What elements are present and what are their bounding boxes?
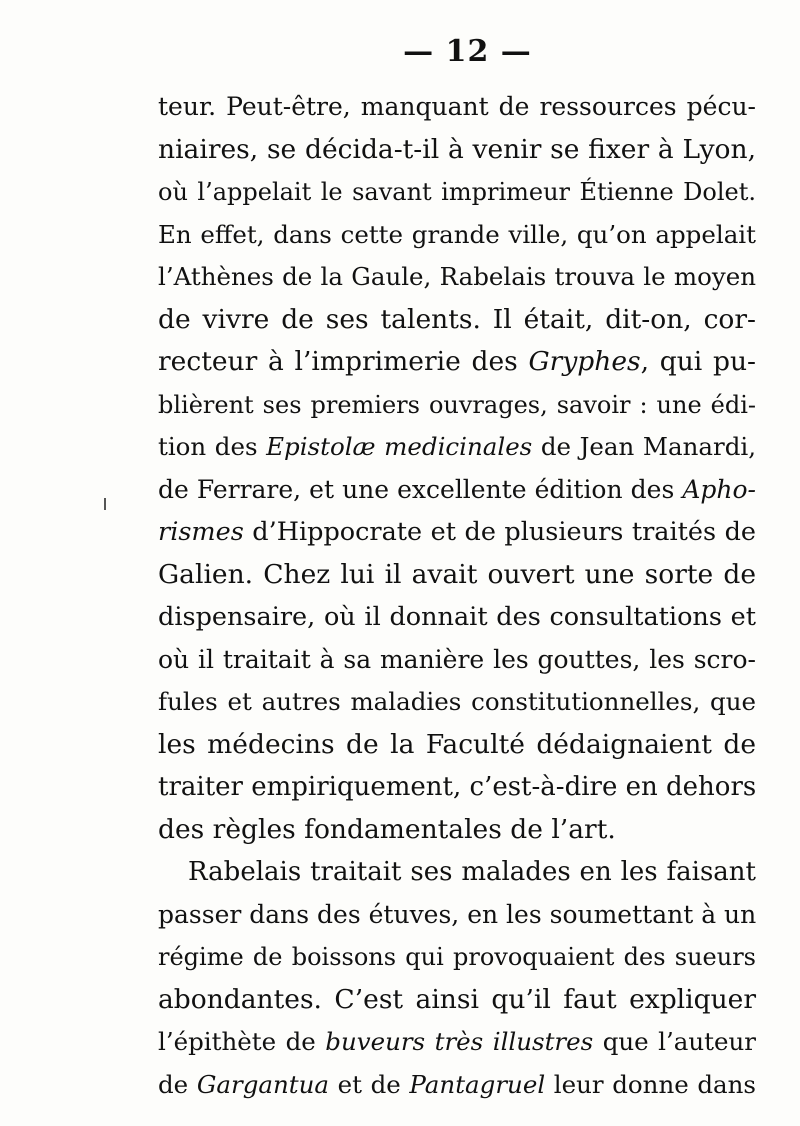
text-line: [158, 469, 756, 512]
text-segment: niaires, se décida-t-il à venir se fixer à Lyon,: [158, 133, 756, 165]
italic-text: Epistolæ medicinales: [266, 432, 533, 461]
text-segment: l’Athènes de la Gaule, Rabelais trouva le moyen: [158, 262, 756, 291]
text-segment: passer dans des étuves, en les soumettant à un: [158, 899, 757, 929]
text-segment: des règles fondamentales de l’art.: [158, 813, 616, 845]
text-line: [158, 426, 756, 469]
italic-text: Gargantua: [196, 1069, 330, 1099]
text-segment: où l’appelait le savant imprimeur Étienne Dolet.: [158, 178, 756, 206]
text-segment: d’Hippocrate et de plusieurs traités de: [243, 517, 756, 547]
body-text: [158, 86, 756, 1106]
page-number: — 12 —: [403, 34, 532, 69]
text-segment: blièrent ses premiers ouvrages, savoir : une édi-: [158, 390, 756, 419]
italic-text: Pantagruel: [409, 1069, 546, 1099]
text-line: [158, 299, 756, 342]
text-segment: Galien. Chez lui il avait ouvert une sorte de: [158, 558, 756, 590]
text-segment: teur. Peut-être, manquant de ressources pécu-: [158, 92, 756, 121]
text-line: [158, 129, 756, 172]
text-segment: tion des: [158, 432, 267, 461]
text-line: [158, 936, 756, 979]
text-segment: les médecins de la Faculté dédaignaient de: [158, 728, 756, 760]
text-segment: et de: [329, 1069, 410, 1099]
text-segment: où il traitait à sa manière les gouttes, les scro-: [158, 644, 756, 674]
italic-text: buveurs très illustres: [325, 1027, 594, 1056]
text-segment: Rabelais traitait ses malades en les faisant: [188, 857, 756, 887]
text-line: [158, 639, 756, 682]
text-line: [158, 596, 756, 639]
text-segment: fules et autres maladies constitutionnelles, que: [158, 687, 756, 716]
text-line: [158, 554, 756, 597]
text-segment: de vivre de ses talents. Il était, dit-on, cor-: [158, 303, 756, 335]
text-segment: recteur à l’imprimerie des: [158, 346, 529, 377]
italic-text: Apho-: [682, 474, 756, 504]
text-line: [158, 511, 756, 554]
text-line: [158, 766, 756, 809]
text-segment: , qui pu-: [640, 346, 756, 377]
text-line: [158, 724, 756, 767]
text-line: [158, 86, 756, 129]
text-line: [158, 851, 756, 894]
text-line: [158, 894, 756, 937]
text-segment: régime de boissons qui provoquaient des sueurs: [158, 943, 756, 971]
italic-text: Gryphes: [528, 346, 641, 377]
text-line: [158, 256, 756, 299]
text-line: [158, 979, 756, 1022]
text-line: [158, 809, 756, 852]
italic-text: rismes: [158, 517, 244, 547]
text-segment: traiter empiriquement, c’est-à-dire en dehors: [158, 772, 757, 802]
text-line: [158, 214, 756, 257]
text-line: [158, 171, 756, 214]
text-segment: En effet, dans cette grande ville, qu’on appelait: [158, 219, 756, 249]
text-segment: que l’auteur: [593, 1027, 756, 1056]
text-line: [158, 681, 756, 724]
text-line: [158, 1021, 756, 1064]
text-line: [158, 1064, 756, 1107]
text-segment: de Jean Manardi,: [532, 432, 756, 461]
margin-ink-mark: [104, 498, 106, 510]
text-segment: dispensaire, où il donnait des consultations et: [158, 602, 756, 632]
text-segment: abondantes. C’est ainsi qu’il faut expliquer: [158, 983, 756, 1015]
text-line: [158, 384, 756, 427]
text-segment: de Ferrare, et une excellente édition des: [158, 474, 683, 504]
text-segment: leur donne dans: [545, 1069, 756, 1099]
text-line: [158, 341, 756, 384]
text-segment: de: [158, 1069, 197, 1099]
text-segment: l’épithète de: [158, 1027, 326, 1056]
